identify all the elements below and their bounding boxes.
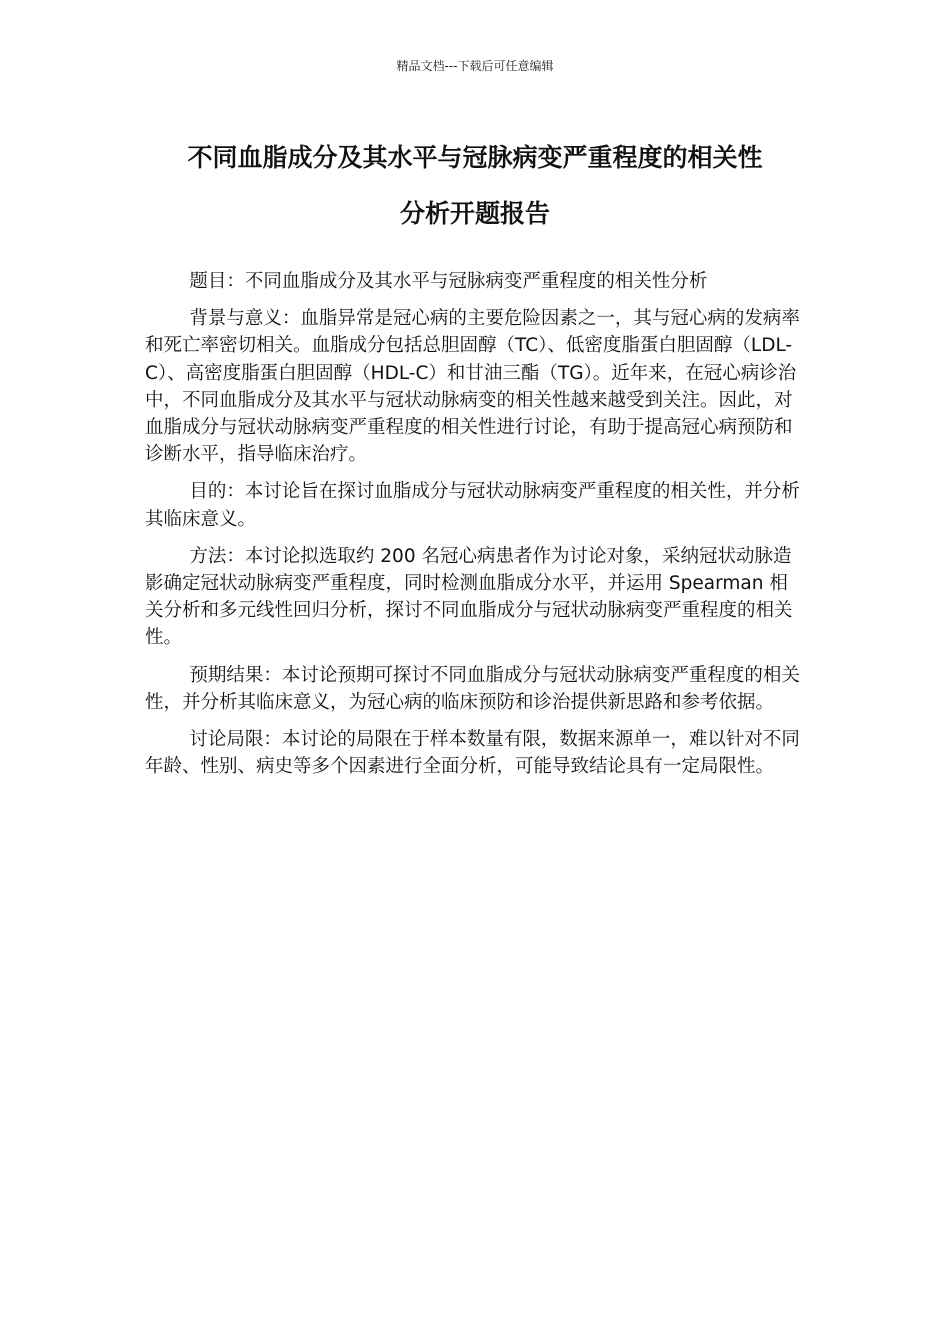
paragraph-purpose: 目的：本讨论旨在探讨血脂成分与冠状动脉病变严重程度的相关性，并分析其临床意义。 bbox=[145, 481, 800, 530]
paragraph-expected-results: 预期结果：本讨论预期可探讨不同血脂成分与冠状动脉病变严重程度的相关性，并分析其临床意义，为冠心病的临床预防和诊治提供新思路和参考依据。 bbox=[145, 664, 800, 713]
title-line-2: 分析开题报告 bbox=[399, 199, 550, 228]
paragraph-background: 背景与意义：血脂异常是冠心病的主要危险因素之一，其与冠心病的发病率和死亡率密切相关。血脂成分包括总胆固醇（TC）、低密度脂蛋白胆固醇（LDL-C）、高密度脂蛋白胆固醇（HDL-C）和甘油三酯（TG）。近年来，在冠心病诊治中，不同血脂成分及其水平与冠状动脉病变的相关性越来越受到关注。因此，对血脂成分与冠状动脉病变严重程度的相关性进行讨论，有助于提高冠心病预防和诊断水平，指导临床治疗。 bbox=[145, 308, 800, 466]
paragraph-limitations: 讨论局限：本讨论的局限在于样本数量有限，数据来源单一，难以针对不同年龄、性别、病史等多个因素进行全面分析，可能导致结论具有一定局限性。 bbox=[145, 729, 800, 778]
document-title bbox=[135, 130, 815, 242]
title-line-1: 不同血脂成分及其水平与冠脉病变严重程度的相关性 bbox=[187, 143, 763, 172]
document-body bbox=[145, 268, 801, 790]
paragraph-topic: 题目：不同血脂成分及其水平与冠脉病变严重程度的相关性分析 bbox=[189, 271, 708, 292]
header-note: 精品文档---下载后可任意编辑 bbox=[396, 59, 554, 73]
paragraph-method: 方法：本讨论拟选取约 200 名冠心病患者作为讨论对象，采纳冠状动脉造影确定冠状动脉病变严重程度，同时检测血脂成分水平，并运用 Spearman 相关分析和多元线性回归分析，探讨不同血脂成分与冠状动脉病变严重程度的相关性。 bbox=[145, 545, 793, 649]
